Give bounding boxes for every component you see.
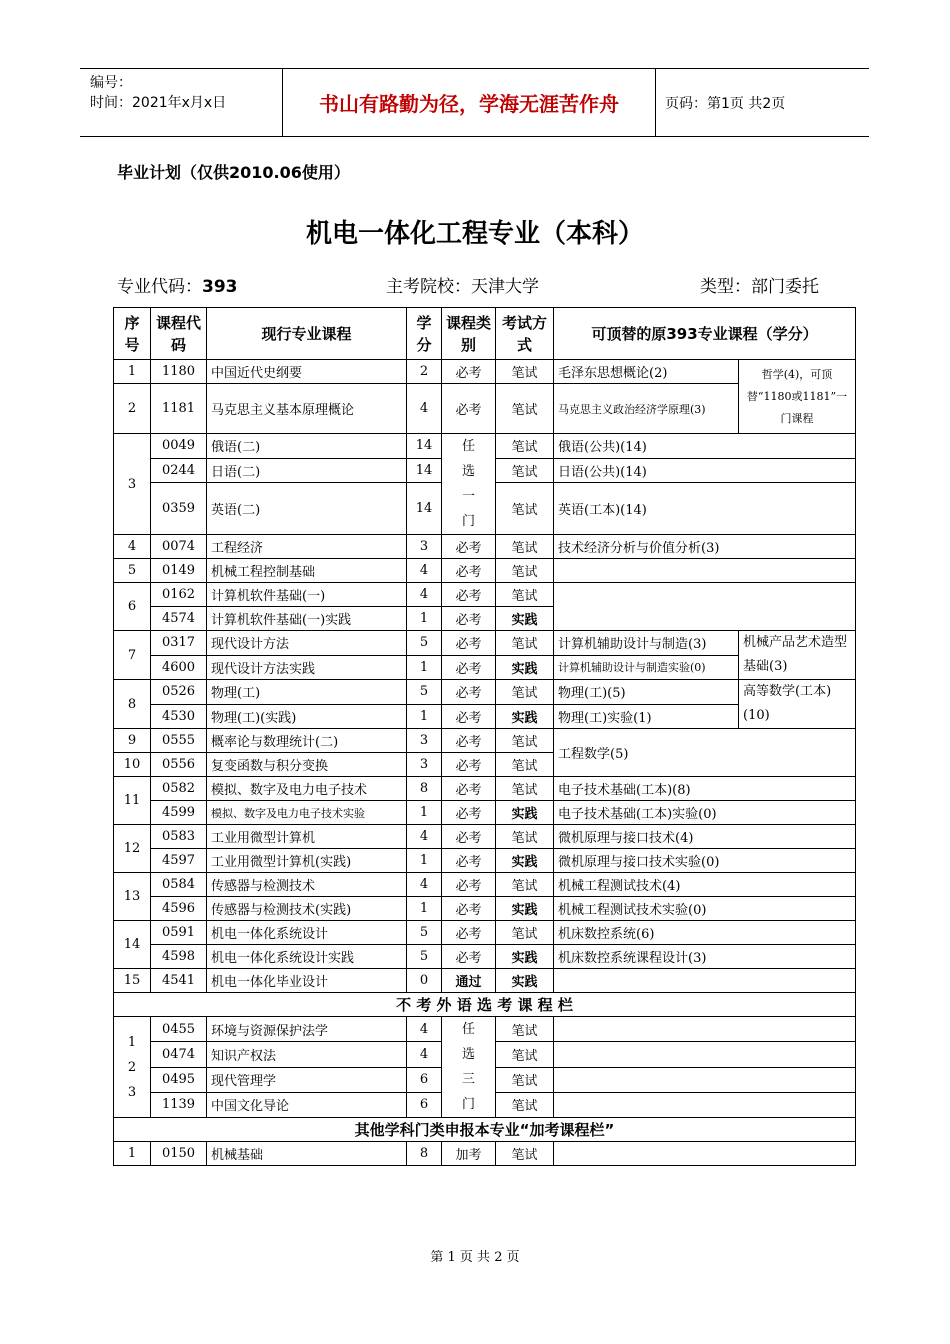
- cell-category: 必考: [442, 607, 496, 631]
- cell-category: 加考: [442, 1142, 496, 1166]
- cell-course: 机电一体化系统设计实践: [207, 945, 407, 969]
- major-code-value: 393: [202, 277, 238, 297]
- cell-course: 现代设计方法实践: [207, 655, 407, 680]
- cell-credit: 2: [407, 360, 442, 384]
- header-seq: 序号: [114, 308, 151, 360]
- cell-note: 哲学(4)，可顶替“1180或1181”一门课程: [739, 360, 856, 434]
- document-header: [80, 68, 869, 137]
- cell-code: 4597: [151, 849, 207, 873]
- cell-replace: [554, 1042, 856, 1067]
- cell-course: 中国文化导论: [207, 1092, 407, 1117]
- cell-course: 中国近代史纲要: [207, 360, 407, 384]
- cell-replace: 物理(工)(5): [554, 680, 739, 705]
- cell-replace: 技术经济分析与价值分析(3): [554, 535, 856, 559]
- plan-title: 毕业计划（仅供2010.06使用）: [117, 163, 350, 182]
- cell-pick-three: [442, 1017, 496, 1118]
- cell-replace: 微机原理与接口技术(4): [554, 825, 856, 849]
- cell-exam: 实践: [496, 897, 554, 921]
- cell-course: 复变函数与积分变换: [207, 753, 407, 777]
- cell-course: 现代设计方法: [207, 631, 407, 656]
- cell-code: 4600: [151, 655, 207, 680]
- page-footer: 第 1 页 共 2 页: [430, 1250, 520, 1265]
- section-extra: 其他学科门类申报本专业“加考课程栏”: [114, 1118, 856, 1142]
- cell-course: 日语(二): [207, 458, 407, 483]
- cell-seq: 8: [114, 680, 151, 729]
- table-row: [114, 873, 856, 897]
- cell-category: 必考: [442, 801, 496, 825]
- cell-seq: 3: [114, 434, 151, 535]
- cell-course: 英语(二): [207, 483, 407, 535]
- cell-replace: 日语(公共)(14): [554, 458, 856, 483]
- cell-replace: [554, 1142, 856, 1166]
- cell-code: 4599: [151, 801, 207, 825]
- cell-exam: 笔试: [496, 458, 554, 483]
- section-row: [114, 993, 856, 1017]
- cell-replace: 机械工程测试技术实验(0): [554, 897, 856, 921]
- course-table: [113, 307, 856, 1166]
- cell-credit: 4: [407, 384, 442, 434]
- serial-label: 编号：: [90, 75, 132, 91]
- cell-credit: 4: [407, 559, 442, 583]
- pick-char: 任: [461, 1022, 475, 1037]
- cell-exam: 笔试: [496, 1017, 554, 1042]
- plan-type: 类型：部门委托: [700, 277, 819, 297]
- cell-category: 通过: [442, 969, 496, 993]
- cell-code: 1139: [151, 1092, 207, 1117]
- table-row: [114, 1017, 856, 1042]
- cell-exam: 笔试: [496, 483, 554, 535]
- header-exam: 考试方式: [496, 308, 554, 360]
- cell-course: 环境与资源保护法学: [207, 1017, 407, 1042]
- cell-replace: 工程数学(5): [554, 729, 856, 777]
- cell-code: 4530: [151, 704, 207, 729]
- table-row: [114, 535, 856, 559]
- cell-credit: 1: [407, 849, 442, 873]
- cell-course: 俄语(二): [207, 434, 407, 459]
- pick-char: 任: [461, 439, 475, 454]
- cell-course: 概率论与数理统计(二): [207, 729, 407, 753]
- page-title: 机电一体化工程专业（本科）: [305, 219, 644, 249]
- pick-char: 选: [461, 464, 475, 479]
- cell-course: 物理(工): [207, 680, 407, 705]
- cell-credit: 4: [407, 583, 442, 607]
- cell-code: 0582: [151, 777, 207, 801]
- cell-exam: 笔试: [496, 1042, 554, 1067]
- cell-seq: 12: [114, 825, 151, 873]
- cell-seq: 11: [114, 777, 151, 825]
- cell-replace: 马克思主义政治经济学原理(3): [554, 384, 739, 434]
- cell-code: 0591: [151, 921, 207, 945]
- table-row: [114, 360, 856, 384]
- cell-credit: 4: [407, 1042, 442, 1067]
- cell-course: 模拟、数字及电力电子技术实验: [207, 801, 407, 825]
- cell-credit: 8: [407, 777, 442, 801]
- cell-credit: 4: [407, 825, 442, 849]
- cell-category: 必考: [442, 849, 496, 873]
- seq-char: 1: [127, 1034, 137, 1050]
- pick-char: 一: [461, 489, 475, 504]
- cell-seq: 5: [114, 559, 151, 583]
- pick-char: 三: [461, 1072, 475, 1087]
- pick-char: 门: [461, 1097, 475, 1112]
- cell-replace: [554, 559, 856, 583]
- cell-seq: 7: [114, 631, 151, 680]
- table-header-row: [114, 308, 856, 360]
- cell-code: 0162: [151, 583, 207, 607]
- cell-exam: 笔试: [496, 1142, 554, 1166]
- cell-code: 0150: [151, 1142, 207, 1166]
- cell-exam: 笔试: [496, 1067, 554, 1092]
- cell-category: 必考: [442, 583, 496, 607]
- seq-char: 2: [127, 1059, 137, 1075]
- cell-credit: 1: [407, 897, 442, 921]
- cell-course: 传感器与检测技术(实践): [207, 897, 407, 921]
- cell-code: 0149: [151, 559, 207, 583]
- cell-course: 工程经济: [207, 535, 407, 559]
- cell-category: 必考: [442, 729, 496, 753]
- cell-credit: 1: [407, 607, 442, 631]
- cell-course: 机电一体化毕业设计: [207, 969, 407, 993]
- table-row: [114, 1142, 856, 1166]
- cell-replace: 机械工程测试技术(4): [554, 873, 856, 897]
- cell-code: 1180: [151, 360, 207, 384]
- cell-category: 必考: [442, 360, 496, 384]
- cell-seq: 2: [114, 384, 151, 434]
- cell-exam: 笔试: [496, 825, 554, 849]
- cell-category: 必考: [442, 384, 496, 434]
- cell-exam: 笔试: [496, 921, 554, 945]
- cell-code: 0474: [151, 1042, 207, 1067]
- cell-code: 4596: [151, 897, 207, 921]
- cell-exam: 笔试: [496, 729, 554, 753]
- cell-exam: 笔试: [496, 559, 554, 583]
- cell-exam: 实践: [496, 849, 554, 873]
- cell-credit: 5: [407, 921, 442, 945]
- table-row: [114, 583, 856, 607]
- header-category: 课程类别: [442, 308, 496, 360]
- cell-category: 必考: [442, 680, 496, 705]
- cell-course: 传感器与检测技术: [207, 873, 407, 897]
- cell-exam: 笔试: [496, 535, 554, 559]
- cell-code: 0583: [151, 825, 207, 849]
- cell-replace: 英语(工本)(14): [554, 483, 856, 535]
- cell-exam: 笔试: [496, 680, 554, 705]
- cell-code: 0556: [151, 753, 207, 777]
- motto: 书山有路勤为径，学海无涯苦作舟: [319, 92, 619, 116]
- cell-exam: 实践: [496, 801, 554, 825]
- cell-replace: [554, 969, 856, 993]
- cell-credit: 4: [407, 873, 442, 897]
- cell-category: 必考: [442, 777, 496, 801]
- cell-code: 4598: [151, 945, 207, 969]
- cell-credit: 4: [407, 1017, 442, 1042]
- major-code: [117, 272, 238, 297]
- cell-course: 现代管理学: [207, 1067, 407, 1092]
- table-row: [114, 680, 856, 705]
- table-row: [114, 969, 856, 993]
- cell-category: 必考: [442, 825, 496, 849]
- cell-exam: 实践: [496, 655, 554, 680]
- cell-category: 必考: [442, 921, 496, 945]
- cell-exam: 笔试: [496, 753, 554, 777]
- cell-replace: 毛泽东思想概论(2): [554, 360, 739, 384]
- cell-exam: 笔试: [496, 583, 554, 607]
- cell-replace: 机床数控系统课程设计(3): [554, 945, 856, 969]
- cell-code: 0049: [151, 434, 207, 459]
- cell-course: 马克思主义基本原理概论: [207, 384, 407, 434]
- cell-course: 模拟、数字及电力电子技术: [207, 777, 407, 801]
- header-left-cell: [80, 69, 282, 136]
- table-row: [114, 777, 856, 801]
- cell-code: 0074: [151, 535, 207, 559]
- cell-note: 机械产品艺术造型基础(3): [739, 631, 856, 680]
- cell-course: 计算机软件基础(一)实践: [207, 607, 407, 631]
- cell-exam: 笔试: [496, 384, 554, 434]
- cell-code: 0317: [151, 631, 207, 656]
- cell-credit: 14: [407, 458, 442, 483]
- cell-exam: 笔试: [496, 360, 554, 384]
- cell-exam: 笔试: [496, 434, 554, 459]
- cell-exam: 实践: [496, 704, 554, 729]
- cell-credit: 3: [407, 753, 442, 777]
- header-motto-cell: [282, 69, 656, 136]
- cell-code: 0584: [151, 873, 207, 897]
- cell-seq: 1: [114, 1142, 151, 1166]
- cell-note: 高等数学(工本)(10): [739, 680, 856, 729]
- cell-category: 必考: [442, 897, 496, 921]
- section-no-foreign: 不 考 外 语 选 考 课 程 栏: [114, 993, 856, 1017]
- cell-replace: 物理(工)实验(1): [554, 704, 739, 729]
- pick-char: 门: [461, 514, 475, 529]
- cell-credit: 8: [407, 1142, 442, 1166]
- cell-code: 0244: [151, 458, 207, 483]
- cell-code: 0495: [151, 1067, 207, 1092]
- cell-course: 计算机软件基础(一): [207, 583, 407, 607]
- cell-credit: 5: [407, 680, 442, 705]
- table-row: [114, 801, 856, 825]
- cell-exam: 笔试: [496, 777, 554, 801]
- table-row: [114, 921, 856, 945]
- cell-category: 必考: [442, 655, 496, 680]
- cell-seq: 14: [114, 921, 151, 969]
- page-code: 页码：第1页 共2页: [665, 95, 786, 112]
- cell-credit: 6: [407, 1092, 442, 1117]
- cell-category: 必考: [442, 704, 496, 729]
- cell-seq: 1: [114, 360, 151, 384]
- time-label: 时间：2021年x月x日: [90, 95, 227, 111]
- cell-code: 0526: [151, 680, 207, 705]
- header-replace: 可顶替的原393专业课程（学分）: [554, 308, 856, 360]
- cell-seq: 9: [114, 729, 151, 753]
- cell-credit: 6: [407, 1067, 442, 1092]
- cell-replace: [554, 1067, 856, 1092]
- section-row: [114, 1118, 856, 1142]
- major-code-label: 专业代码：: [117, 277, 202, 297]
- cell-pick-one: [442, 434, 496, 535]
- cell-course: 工业用微型计算机(实践): [207, 849, 407, 873]
- cell-exam: 笔试: [496, 873, 554, 897]
- cell-credit: 14: [407, 483, 442, 535]
- cell-replace: 电子技术基础(工本)(8): [554, 777, 856, 801]
- cell-category: 必考: [442, 535, 496, 559]
- cell-replace: 计算机辅助设计与制造实验(0): [554, 655, 739, 680]
- cell-course: 工业用微型计算机: [207, 825, 407, 849]
- cell-credit: 1: [407, 655, 442, 680]
- cell-code: 0555: [151, 729, 207, 753]
- cell-category: 必考: [442, 753, 496, 777]
- cell-course: 机电一体化系统设计: [207, 921, 407, 945]
- cell-code: 1181: [151, 384, 207, 434]
- cell-seq-elective: [114, 1017, 151, 1118]
- header-code: 课程代码: [151, 308, 207, 360]
- cell-replace: 机床数控系统(6): [554, 921, 856, 945]
- cell-replace: 计算机辅助设计与制造(3): [554, 631, 739, 656]
- cell-seq: 4: [114, 535, 151, 559]
- cell-category: 必考: [442, 945, 496, 969]
- cell-code: 0359: [151, 483, 207, 535]
- cell-replace: 电子技术基础(工本)实验(0): [554, 801, 856, 825]
- cell-category: 必考: [442, 631, 496, 656]
- cell-seq: 6: [114, 583, 151, 631]
- cell-replace: 俄语(公共)(14): [554, 434, 856, 459]
- cell-credit: 5: [407, 631, 442, 656]
- table-row: [114, 849, 856, 873]
- table-row: [114, 559, 856, 583]
- cell-course: 机械基础: [207, 1142, 407, 1166]
- table-row: [114, 945, 856, 969]
- cell-category: 必考: [442, 873, 496, 897]
- cell-code: 4541: [151, 969, 207, 993]
- cell-replace: [554, 583, 856, 631]
- cell-credit: 1: [407, 801, 442, 825]
- table-row: [114, 631, 856, 656]
- cell-code: 4574: [151, 607, 207, 631]
- header-credit: 学分: [407, 308, 442, 360]
- cell-credit: 1: [407, 704, 442, 729]
- cell-credit: 0: [407, 969, 442, 993]
- cell-course: 物理(工)(实践): [207, 704, 407, 729]
- cell-category: 必考: [442, 559, 496, 583]
- header-course: 现行专业课程: [207, 308, 407, 360]
- table-row: [114, 825, 856, 849]
- pick-char: 选: [461, 1047, 475, 1062]
- cell-exam: 笔试: [496, 631, 554, 656]
- cell-course: 机械工程控制基础: [207, 559, 407, 583]
- cell-credit: 3: [407, 535, 442, 559]
- table-row: [114, 434, 856, 459]
- cell-credit: 14: [407, 434, 442, 459]
- cell-replace: 微机原理与接口技术实验(0): [554, 849, 856, 873]
- cell-exam: 实践: [496, 969, 554, 993]
- cell-code: 0455: [151, 1017, 207, 1042]
- cell-seq: 10: [114, 753, 151, 777]
- cell-replace: [554, 1017, 856, 1042]
- cell-exam: 实践: [496, 945, 554, 969]
- table-row: [114, 729, 856, 753]
- cell-credit: 3: [407, 729, 442, 753]
- cell-credit: 5: [407, 945, 442, 969]
- cell-seq: 15: [114, 969, 151, 993]
- cell-seq: 13: [114, 873, 151, 921]
- table-row: [114, 897, 856, 921]
- seq-char: 3: [127, 1084, 137, 1100]
- cell-course: 知识产权法: [207, 1042, 407, 1067]
- cell-replace: [554, 1092, 856, 1117]
- host-school: 主考院校：天津大学: [386, 277, 539, 297]
- cell-exam: 笔试: [496, 1092, 554, 1117]
- cell-exam: 实践: [496, 607, 554, 631]
